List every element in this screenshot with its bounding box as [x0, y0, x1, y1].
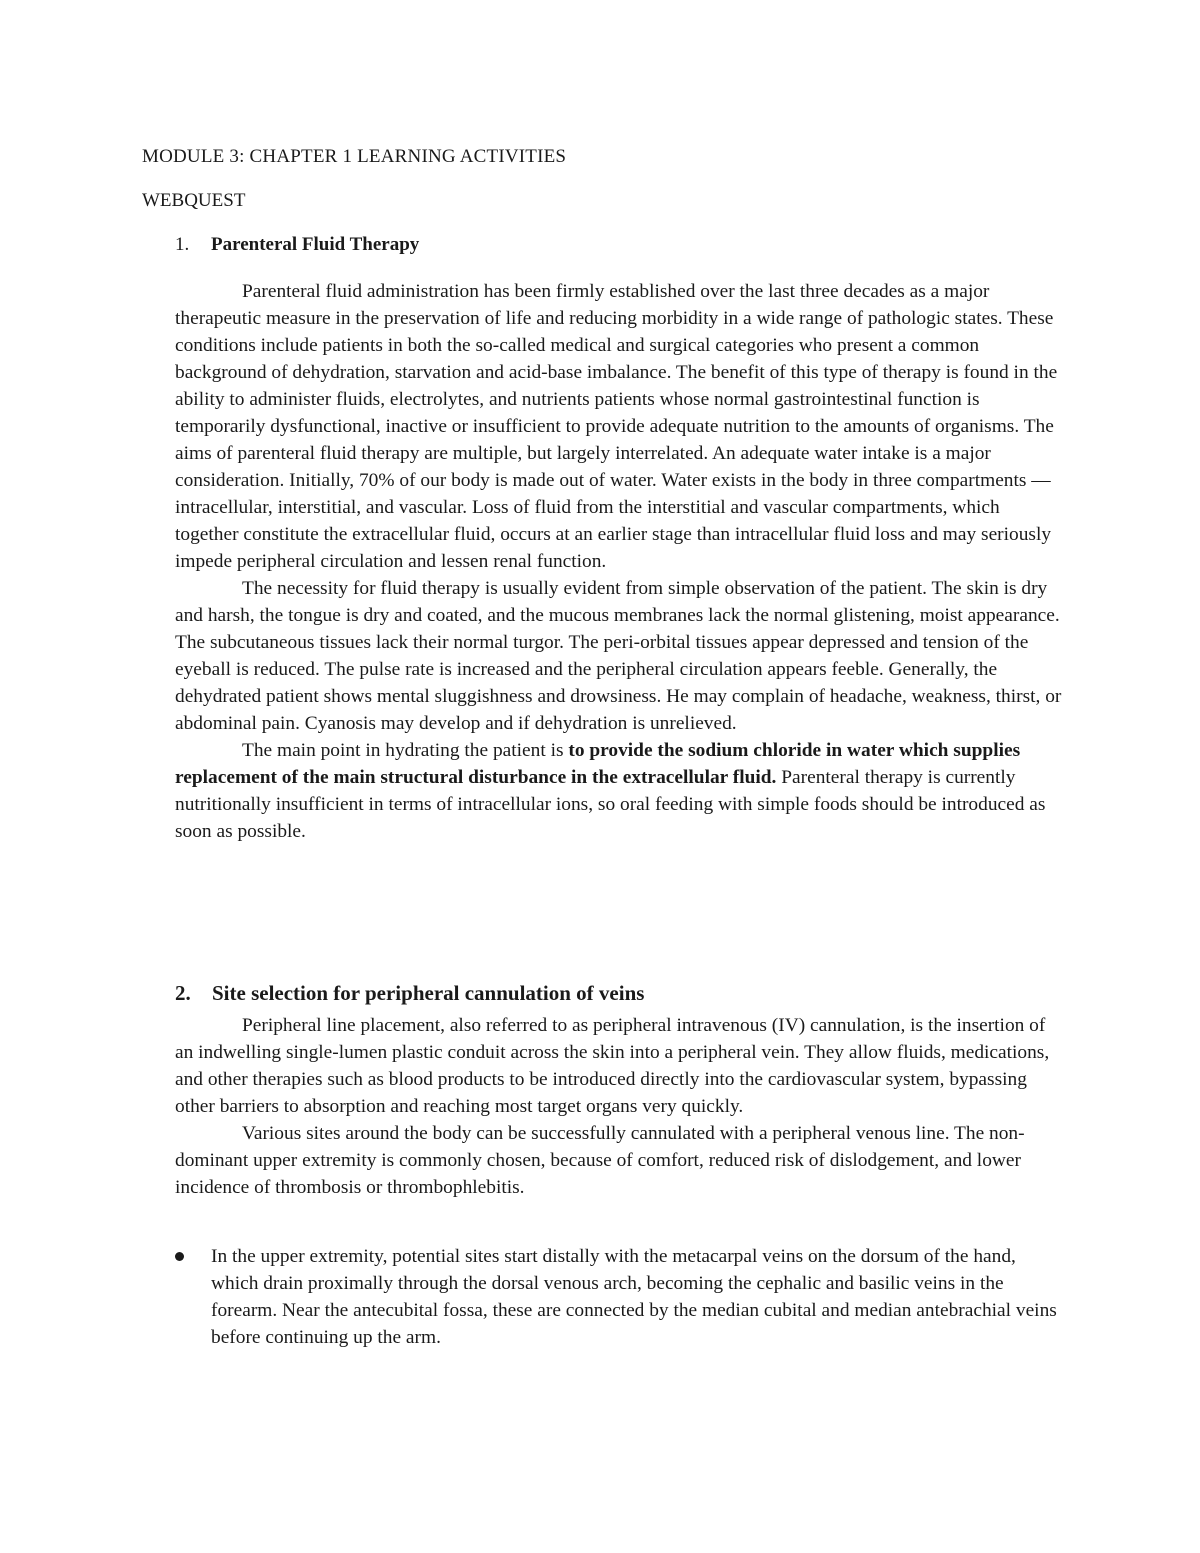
bullet-icon	[175, 1252, 184, 1261]
list-item	[175, 1243, 1067, 1351]
paragraph-3-end: Parenteral therapy is currently nutritionally insufficient in terms of intracellular ions, so oral feeding with simple foods should be introduced as soon as possible.	[175, 767, 1046, 842]
section-1-paragraph-3	[175, 737, 1067, 845]
section-1-number: 1.	[175, 234, 190, 255]
section-2-number: 2.	[175, 981, 191, 1005]
section-2-paragraph-2: Various sites around the body can be successfully cannulated with a peripheral venous line. The non-dominant upper extremity is commonly chosen, because of comfort, reduced risk of dislodgement, and lower incidence of thrombosis or thrombophlebitis.	[175, 1123, 1025, 1198]
section-1-body	[175, 278, 1067, 845]
bullet-text: In the upper extremity, potential sites start distally with the metacarpal veins on the dorsum of the hand, which drain proximally through the dorsal venous arch, becoming the cephalic and basilic veins in the forearm. Near the antecubital fossa, these are connected by the median cubital and median antebrachial veins before continuing up the arm.	[211, 1246, 1057, 1348]
section-1-paragraph-1: Parenteral fluid administration has been firmly established over the last three decades as a major therapeutic measure in the preservation of life and reducing morbidity in a wide range of pathologic states. These conditions include patients in both the so-called medical and surgical categories who present a common background of dehydration, starvation and acid-base imbalance. The benefit of this type of therapy is found in the ability to administer fluids, electrolytes, and nutrients patients whose normal gastrointestinal function is temporarily dysfunctional, inactive or insufficient to provide adequate nutrition to the amounts of organisms. The aims of parenteral fluid therapy are multiple, but largely interrelated. An adequate water intake is a major consideration. Initially, 70% of our body is made out of water. Water exists in the body in three compartments —intracellular, interstitial, and vascular. Loss of fluid from the interstitial and vascular compartments, which together constitute the extracellular fluid, occurs at an earlier stage than intracellular fluid loss and may seriously impede peripheral circulation and lessen renal function.	[175, 281, 1058, 572]
webquest-label: WEBQUEST	[142, 190, 246, 211]
module-title: MODULE 3: CHAPTER 1 LEARNING ACTIVITIES	[142, 146, 567, 167]
section-2-paragraph-1: Peripheral line placement, also referred to as peripheral intravenous (IV) cannulation, is the insertion of an indwelling single-lumen plastic conduit across the skin into a peripheral vein. They allow fluids, medications, and other therapies such as blood products to be introduced directly into the cardiovascular system, bypassing other barriers to absorption and reaching most target organs very quickly.	[175, 1015, 1050, 1117]
bullet-list	[175, 1243, 1067, 1351]
section-1-title: Parenteral Fluid Therapy	[211, 234, 420, 255]
section-2-title: Site selection for peripheral cannulation of veins	[212, 981, 645, 1005]
paragraph-3-start: The main point in hydrating the patient is	[242, 740, 569, 761]
section-2-body	[175, 1012, 1067, 1201]
paragraph-3-bold: to provide the sodium chloride in water which supplies replacement of the main structural disturbance in the extracellular fluid.	[175, 740, 1021, 788]
section-1-paragraph-2: The necessity for fluid therapy is usually evident from simple observation of the patient. The skin is dry and harsh, the tongue is dry and coated, and the mucous membranes lack the normal glistening, moist appearance. The subcutaneous tissues lack their normal turgor. The peri-orbital tissues appear depressed and tension of the eyeball is reduced. The pulse rate is increased and the peripheral circulation appears feeble. Generally, the dehydrated patient shows mental sluggishness and drowsiness. He may complain of headache, weakness, thirst, or abdominal pain. Cyanosis may develop and if dehydration is unrelieved.	[175, 578, 1062, 734]
